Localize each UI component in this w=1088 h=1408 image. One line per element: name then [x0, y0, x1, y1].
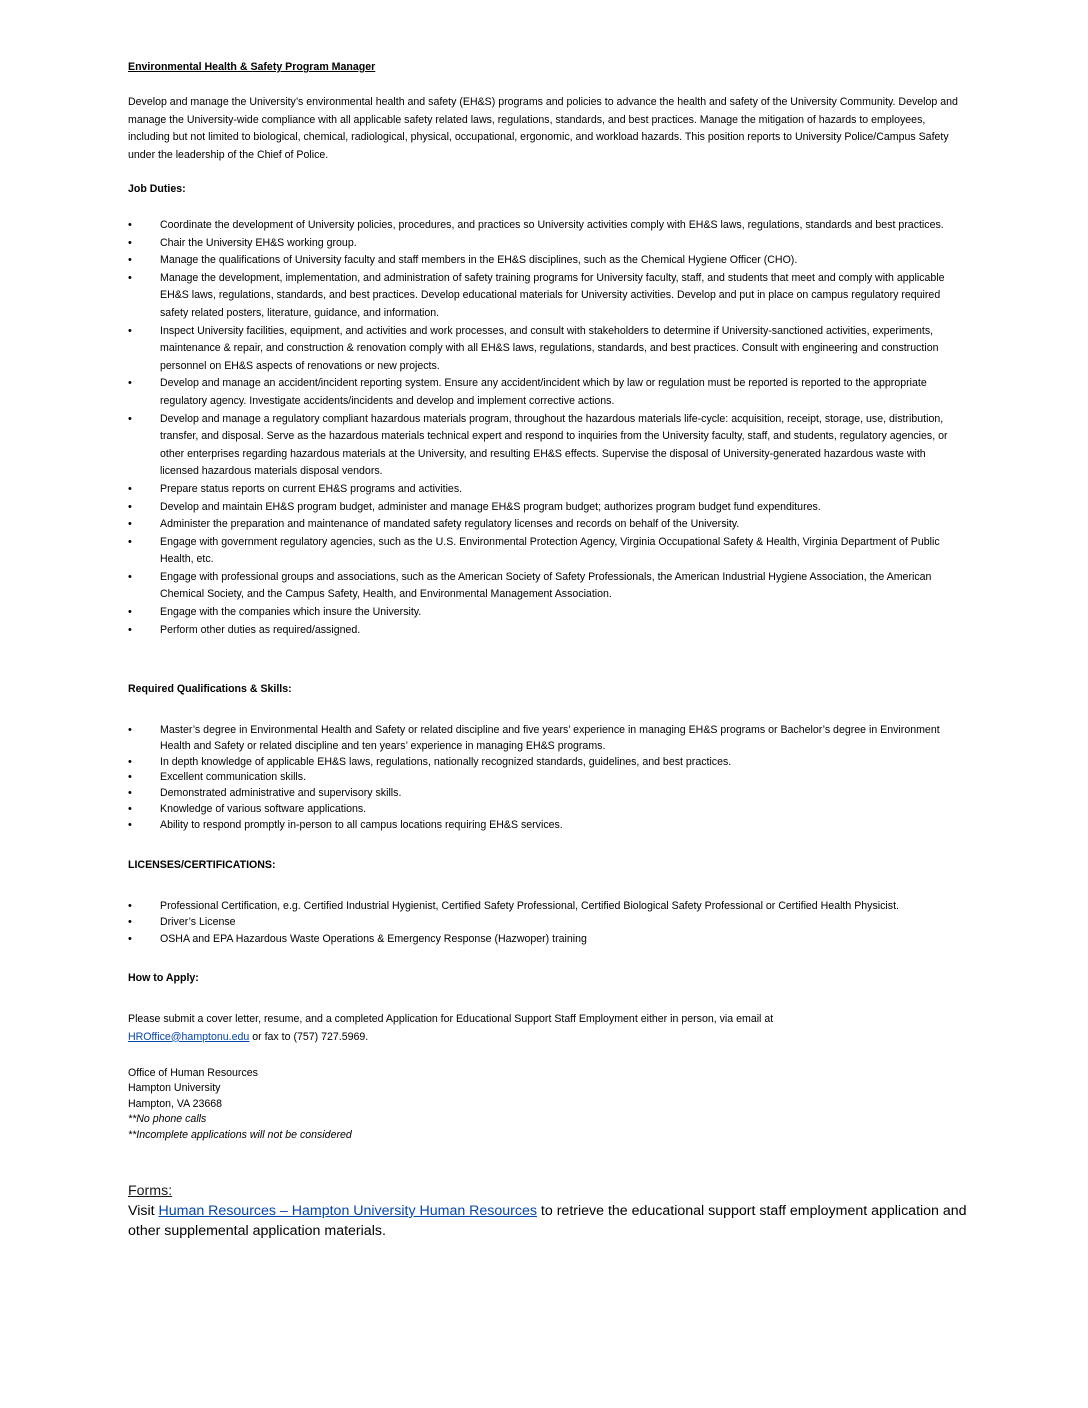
list-item: • Perform other duties as required/assigned. [128, 622, 964, 640]
hr-email-link[interactable]: HROffice@hamptonu.edu [128, 1030, 250, 1043]
note-incomplete: **Incomplete applications will not be considered [128, 1128, 352, 1141]
address-block [128, 1066, 352, 1143]
list-item: • Inspect University facilities, equipment, and activities and work processes, and consult with stakeholders to determine if University-sanctioned activities, experiments, maintenance & repair, and construction & renovation comply with all EH&S laws, regulations, standards, and best practices. Consult with engineering and construction personnel on EH&S aspects of renovations or new projects. [128, 323, 964, 376]
list-item: • Excellent communication skills. [128, 770, 964, 786]
list-item: • Engage with government regulatory agencies, such as the U.S. Environmental Protection Agency, Virginia Occupational Safety & Health, Virginia Department of Public Health, etc. [128, 534, 964, 569]
forms-visit-text: Visit [128, 1203, 159, 1219]
list-item: • Engage with the companies which insure the University. [128, 604, 964, 622]
apply-text: Please submit a cover letter, resume, and a completed Application for Educational Support Staff Employment either in person, via email at [128, 1013, 774, 1025]
job-duties-heading: Job Duties: [128, 183, 186, 195]
qualifications-list [128, 723, 964, 834]
apply-paragraph [128, 1011, 964, 1046]
forms-heading: Forms: [128, 1183, 173, 1199]
apply-fax-text: or fax to (757) 727.5969. [249, 1030, 369, 1043]
licenses-list [128, 898, 964, 947]
note-no-phone: **No phone calls [128, 1113, 207, 1126]
list-item: • OSHA and EPA Hazardous Waste Operations & Emergency Response (Hazwoper) training [128, 931, 964, 947]
list-item: • Master’s degree in Environmental Health and Safety or related discipline and five years’ experience in managing EH&S programs or Bachelor’s degree in Environment Health and Safety or related discipline and ten years’ experience in managing EH&S programs. [128, 723, 964, 755]
address-office: Office of Human Resources [128, 1067, 258, 1079]
list-item: • Administer the preparation and maintenance of mandated safety regulatory licenses and records on behalf of the University. [128, 516, 964, 534]
list-item: • Manage the development, implementation, and administration of safety training programs for University faculty, staff, and students that meet and comply with applicable EH&S laws, regulations, standards, and best practices. Develop educational materials for University activities. Develop and put in place on campus regulatory required safety related posters, literature, guidance, and information. [128, 270, 964, 323]
list-item: • Develop and manage a regulatory compliant hazardous materials program, throughout the hazardous materials life-cycle: acquisition, receipt, storage, use, distribution, transfer, and disposal. Serve as the hazardous materials technical expert and respond to inquiries from the University faculty, staff, and students, regulatory agencies, or other enterprises regarding hazardous materials at the University, and resulting EH&S effects. Supervise the disposal of University-generated hazardous waste with licensed hazardous materials disposal vendors. [128, 411, 964, 481]
list-item: • Driver’s License [128, 914, 964, 930]
forms-paragraph [128, 1202, 978, 1241]
list-item: • Manage the qualifications of University faculty and staff members in the EH&S disciplines, such as the Chemical Hygiene Officer (CHO). [128, 252, 964, 270]
list-item: • Develop and maintain EH&S program budget, administer and manage EH&S program budget; authorizes program budget fund expenditures. [128, 499, 964, 517]
licenses-heading: LICENSES/CERTIFICATIONS: [128, 859, 276, 871]
list-item: • Engage with professional groups and associations, such as the American Society of Safety Professionals, the American Industrial Hygiene Association, the American Chemical Society, and the Campus Safety, Health, and Environmental Management Association. [128, 569, 964, 604]
list-item: • Coordinate the development of University policies, procedures, and practices so University activities comply with EH&S laws, regulations, standards and best practices. [128, 217, 964, 235]
page-title: Environmental Health & Safety Program Manager [128, 61, 376, 73]
list-item: • Develop and manage an accident/incident reporting system. Ensure any accident/incident which by law or regulation must be reported is reported to the appropriate regulatory agency. Investigate accidents/incidents and develop and implement corrective actions. [128, 375, 964, 410]
list-item: • In depth knowledge of applicable EH&S laws, regulations, nationally recognized standards, guidelines, and best practices. [128, 755, 964, 771]
address-city: Hampton, VA 23668 [128, 1097, 223, 1110]
list-item: • Chair the University EH&S working group. [128, 235, 964, 253]
qualifications-heading: Required Qualifications & Skills: [128, 683, 292, 695]
intro-paragraph: Develop and manage the University’s environmental health and safety (EH&S) programs and policies to advance the health and safety of the University Community. Develop and manage the University-wide compliance with all applicable safety related laws, regulations, standards, and best practices. Manage the mitigation of hazards to employees, including but not limited to biological, chemical, radiological, physical, occupational, ergonomic, and workload hazards. This position reports to University Police/Campus Safety under the leadership of the Chief of Police. [128, 96, 958, 161]
list-item: • Professional Certification, e.g. Certified Industrial Hygienist, Certified Safety Professional, Certified Biological Safety Professional or Certified Health Physicist. [128, 898, 964, 914]
list-item: • Knowledge of various software applications. [128, 802, 964, 818]
list-item: • Prepare status reports on current EH&S programs and activities. [128, 481, 964, 499]
how-to-apply-heading: How to Apply: [128, 972, 199, 984]
list-item: • Demonstrated administrative and supervisory skills. [128, 786, 964, 802]
forms-rest-text: to retrieve the educational support staff employment application and other supplemental application materials. [128, 1203, 967, 1239]
job-duties-list [128, 217, 964, 639]
hr-website-link[interactable]: Human Resources – Hampton University Human Resources [158, 1203, 537, 1219]
list-item: • Ability to respond promptly in-person to all campus locations requiring EH&S services. [128, 818, 964, 834]
address-university: Hampton University [128, 1082, 221, 1095]
